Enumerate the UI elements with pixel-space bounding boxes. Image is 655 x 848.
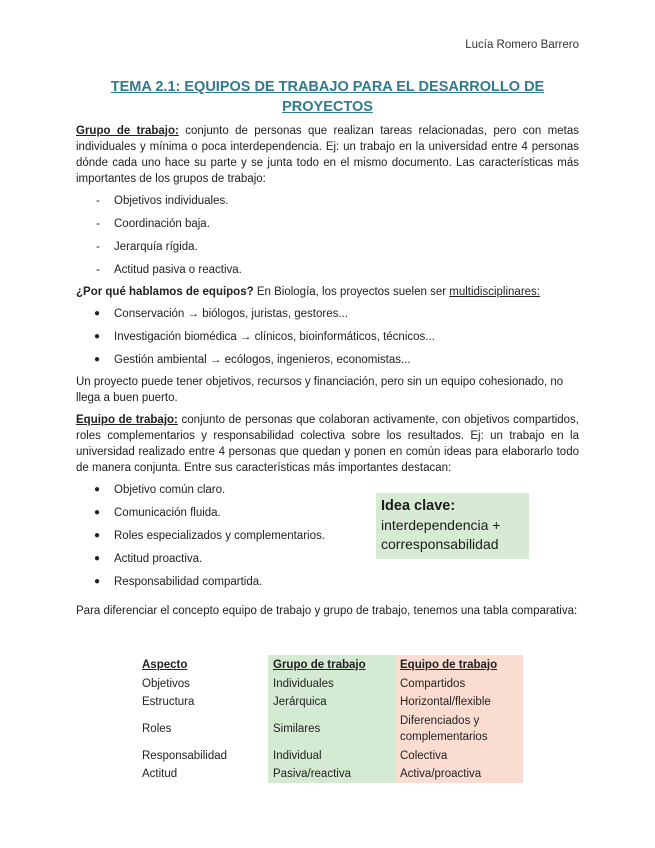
proyecto-paragraph: Un proyecto puede tener objetivos, recursos y financiación, pero sin un equipo cohesionado, no llega a buen puerto.	[76, 376, 564, 404]
table-cell: Responsabilidad	[137, 747, 268, 765]
porque-list-wrap	[76, 306, 579, 375]
header-cell: Equipo de trabajo	[395, 655, 523, 675]
idea-clave-line2: corresponsabilidad	[381, 536, 499, 552]
comparison-table	[137, 655, 523, 783]
table-row	[137, 675, 523, 693]
list-item: ● Roles especializados y complementarios.	[94, 530, 325, 542]
porque-paragraph: ¿Por qué hablamos de equipos? En Biología, los proyectos suelen ser multidisciplinares:	[76, 286, 541, 298]
dash-bullet: -	[96, 195, 100, 207]
grupo-term: Grupo de trabajo:	[76, 125, 179, 137]
comparar-paragraph: Para diferenciar el concepto equipo de trabajo y grupo de trabajo, tenemos una tabla comparativa:	[76, 605, 578, 617]
bullet-dot: ●	[94, 553, 101, 564]
list-item: ● Comunicación fluida.	[94, 507, 221, 519]
list-item: ● Conservación → biólogos, juristas, gestores...	[94, 308, 348, 320]
author-name: Lucía Romero Barrero	[465, 39, 579, 51]
list-item: ● Responsabilidad compartida.	[94, 576, 263, 588]
header-cell: Grupo de trabajo	[268, 655, 395, 675]
grupo-definition	[76, 123, 579, 187]
list-item: ● Objetivo común claro.	[94, 484, 226, 496]
equipo-text: conjunto de personas que colaboran activamente, con objetivos compartidos, roles complementarios y responsabilidad colectiva sobre los resultados. Ej: un trabajo en la universidad realizado entre 4 personas que quedan y ponen en común ideas para elaborarlo todo de manera conjunta. Entre sus características más importantes destacan:	[76, 414, 579, 474]
table-cell: Objetivos	[137, 675, 268, 693]
bullet-dot: ●	[94, 331, 101, 342]
table-cell: Individual	[268, 747, 395, 765]
table-row	[137, 711, 523, 747]
table-cell: Activa/proactiva	[395, 765, 523, 783]
multidisciplinares-highlight: multidisciplinares:	[449, 286, 541, 298]
table-cell: Estructura	[137, 693, 268, 711]
bullet-dot: ●	[94, 576, 101, 587]
bullet-dot: ●	[94, 484, 101, 495]
list-item: - Objetivos individuales.	[96, 195, 229, 207]
equipo-definition	[76, 412, 579, 476]
grupo-list-wrap	[76, 193, 579, 285]
idea-clave-line1: interdependencia +	[381, 517, 501, 533]
list-item: - Coordinación baja.	[96, 218, 210, 230]
grupo-list	[76, 193, 579, 285]
bullet-dot: ●	[94, 354, 101, 365]
bullet-dot: ●	[94, 507, 101, 518]
table-row	[137, 765, 523, 783]
table-cell: Jerárquica	[268, 693, 395, 711]
table-cell: Diferenciados y complementarios	[395, 711, 523, 747]
equipo-term: Equipo de trabajo:	[76, 414, 178, 426]
bullet-dot: ●	[94, 308, 101, 319]
list-item: ● Investigación biomédica → clínicos, bioinformáticos, técnicos...	[94, 331, 435, 343]
table-cell: Roles	[137, 711, 268, 747]
grupo-text: conjunto de personas que realizan tareas relacionadas, pero con metas individuales y mínima o poca interdependencia. Ej: un trabajo en la universidad entre 4 personas dónde cada uno hace su parte y se junta todo en el mismo documento. Las características más importantes de los grupos de trabajo:	[76, 125, 579, 185]
table-row	[137, 693, 523, 711]
list-item: - Actitud pasiva o reactiva.	[96, 264, 242, 276]
table-cell: Individuales	[268, 675, 395, 693]
dash-bullet: -	[96, 241, 100, 253]
porque-list	[76, 306, 579, 375]
equipo-list	[76, 482, 366, 597]
table-cell: Pasiva/reactiva	[268, 765, 395, 783]
list-item: ● Actitud proactiva.	[94, 553, 203, 565]
page-title: TEMA 2.1: EQUIPOS DE TRABAJO PARA EL DESARROLLO DE PROYECTOS	[110, 79, 545, 115]
list-item: ● Gestión ambiental → ecólogos, ingenieros, economistas...	[94, 354, 411, 366]
equipo-list-wrap	[76, 482, 366, 597]
list-item: - Jerarquía rígida.	[96, 241, 198, 253]
bullet-dot: ●	[94, 530, 101, 541]
header-cell: Aspecto	[137, 655, 268, 675]
table-cell: Compartidos	[395, 675, 523, 693]
idea-clave-title: Idea clave:	[381, 498, 456, 514]
table-cell: Actitud	[137, 765, 268, 783]
idea-clave-box	[376, 493, 529, 559]
table-header-row	[137, 655, 523, 675]
dash-bullet: -	[96, 264, 100, 276]
table-cell: Horizontal/flexible	[395, 693, 523, 711]
table-cell: Colectiva	[395, 747, 523, 765]
table-row	[137, 747, 523, 765]
dash-bullet: -	[96, 218, 100, 230]
porque-question: ¿Por qué hablamos de equipos?	[76, 286, 254, 298]
table-cell: Similares	[268, 711, 395, 747]
